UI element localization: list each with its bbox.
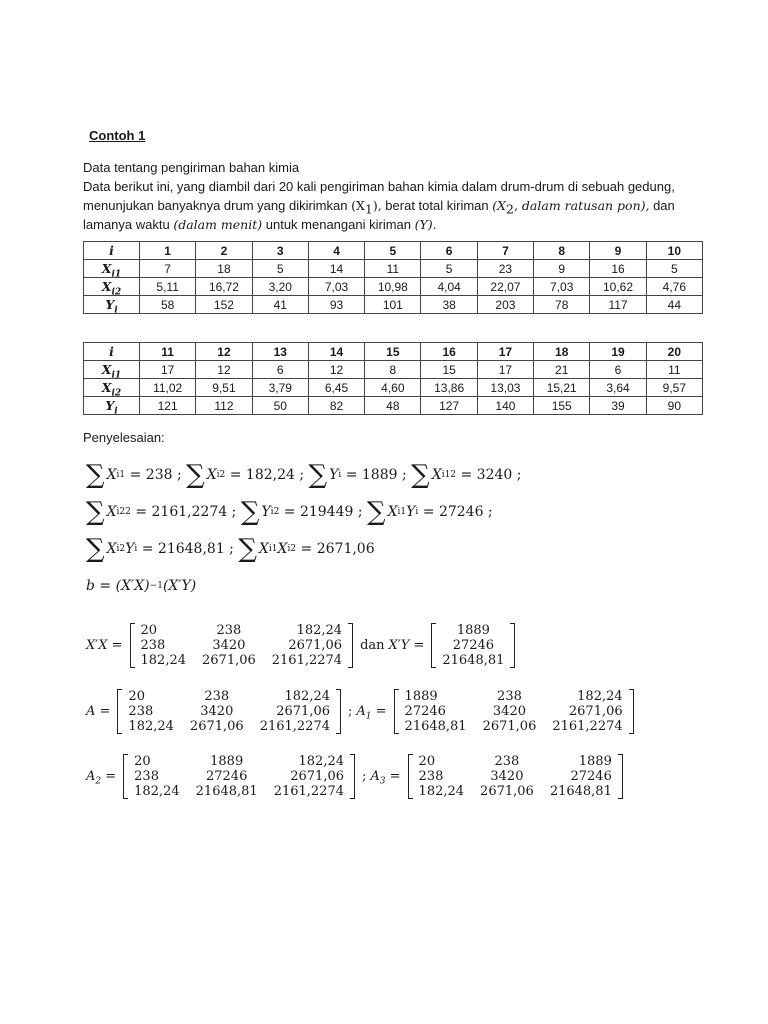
table-cell: 13,03 [477,379,533,397]
sigma-symbol: ∑ [86,497,105,527]
intro-line-1: Data tentang pengiriman bahan kimia [83,160,300,175]
sum-value: 3240 [476,467,513,483]
matrix-cell: 182,24 [298,754,344,769]
column-header: 12 [196,343,252,361]
matrix-cell: 238 [204,689,230,704]
column-header: 2 [196,242,252,260]
table-cell: 18 [196,260,252,278]
matrix-row [120,689,338,704]
matrix-row [434,638,512,653]
table-cell: 9,51 [196,379,252,397]
sigma-symbol: ∑ [367,497,386,527]
matrix-row [434,623,512,638]
matrix-cell: 238 [497,689,522,704]
row-label [84,379,140,397]
table-cell: 155 [534,397,590,415]
sigma-symbol: ∑ [238,534,257,564]
column-header: 15 [365,343,421,361]
column-header: 3 [252,242,308,260]
formula-rhs: (X′X) [115,578,150,594]
sum-value: 1889 [361,467,398,483]
matrix-row [133,653,351,668]
matrix-cell: 2161,2274 [552,719,623,734]
column-header: 16 [421,343,477,361]
matrix-cell: 238 [140,638,166,653]
matrix-cell: 20 [128,689,145,704]
table-cell: 127 [421,397,477,415]
table-cell: 82 [308,397,364,415]
matrix-cell: 21648,81 [195,784,258,799]
row-label-text: X [101,261,112,276]
table-cell: 101 [365,296,421,314]
table-cell: 7,03 [308,278,364,296]
matrix-cell: 3420 [200,704,234,719]
matrix-cell: 2671,06 [288,638,343,653]
matrix-label: X′X = [86,638,123,653]
matrix-cell: 3420 [492,704,526,719]
table-cell: 50 [252,397,308,415]
sigma-symbol: ∑ [240,497,260,527]
matrix-label: $A_1$ = [356,704,387,722]
matrix-grid [126,754,352,799]
row-label-text: Y [105,297,115,312]
matrix-cell: 20 [134,754,151,769]
row-label-sub: i1 [111,269,122,280]
matrix-cell: 182,24 [577,689,623,704]
table-cell: 11 [646,361,702,379]
matrix-row [126,754,352,769]
table-cell: 38 [421,296,477,314]
matrix-cell: 1889 [456,623,490,638]
matrix-row [133,638,351,653]
sum-equations-line-1: ∑ X i1 = 238 ; ∑ X i2 = 182,24 ; ∑ Y i = 1889 ; ∑ X i1 2 = 3240 ; [86,460,522,490]
column-header: 18 [534,343,590,361]
matrix-cell: 2671,06 [189,719,244,734]
math-sub: 2 [506,201,514,217]
connector-semicolon: ; [362,769,367,784]
row-label: i [84,343,140,361]
column-header: 13 [252,343,308,361]
formula-tail: (X′Y) [162,578,197,594]
intro-line-4 [83,215,437,234]
table-cell: 41 [252,296,308,314]
intro-line-3 [83,196,675,215]
matrix-cell: 182,24 [296,623,343,638]
table-cell: 9,57 [646,379,702,397]
xtx-equation [86,623,518,668]
matrix-cell: 2671,06 [276,704,330,719]
table-cell: 48 [365,397,421,415]
table-cell: 11,02 [140,379,196,397]
table-cell: 44 [646,296,702,314]
matrix-grid [434,623,512,668]
intro-text: menunjukan banyaknya drum yang dikirimkan [83,198,352,213]
table-cell: 117 [590,296,646,314]
matrix-cell: 1889 [404,689,438,704]
column-header: 7 [477,242,533,260]
table-cell: 90 [646,397,702,415]
column-header: 6 [421,242,477,260]
table-cell: 4,76 [646,278,702,296]
matrix-cell: 182,24 [134,784,180,799]
matrix-cell: 238 [494,754,520,769]
column-header: 1 [140,242,196,260]
table-cell: 8 [365,361,421,379]
table-cell: 21 [534,361,590,379]
matrix-cell: 238 [134,769,159,784]
matrix-cell: 2671,06 [482,719,537,734]
table-cell: 6 [252,361,308,379]
data-table-1 [83,241,703,314]
matrix-cell: 3420 [212,638,246,653]
matrix-label-sub: 3 [379,776,386,787]
table-cell: 10,98 [365,278,421,296]
row-label-sub: i2 [111,388,122,399]
row-label-text: X [101,380,112,395]
table-row [84,296,703,314]
matrix-row [397,719,631,734]
math-var: (X [492,198,507,213]
column-header: 20 [646,343,702,361]
matrix-cell: 2671,06 [568,704,623,719]
table-cell: 16 [590,260,646,278]
table-cell: 13,86 [421,379,477,397]
matrix-cell: 3420 [490,769,524,784]
table-cell: 23 [477,260,533,278]
column-header: 10 [646,242,702,260]
table-cell: 5 [646,260,702,278]
matrix-cell: 238 [216,623,242,638]
table-row [84,397,703,415]
matrix-cell: 2671,06 [480,784,534,799]
column-header: 14 [308,343,364,361]
table-cell: 7 [140,260,196,278]
table-cell: 12 [308,361,364,379]
matrix-cell: 182,24 [284,689,330,704]
table-cell: 17 [477,361,533,379]
math-var: (X [351,198,365,213]
row-label [84,278,140,296]
sum-value: 27246 [438,504,484,520]
sigma-symbol: ∑ [411,460,430,490]
table-cell: 17 [140,361,196,379]
table-cell: 39 [590,397,646,415]
table-row [84,361,703,379]
row-label: i [84,242,140,260]
intro-line-2: Data berikut ini, yang diambil dari 20 kali pengiriman bahan kimia dalam drum-drum di sebuah gedung, [83,179,675,194]
sum-value: 21648,81 [157,541,225,557]
table-row [84,278,703,296]
sum-value: 182,24 [245,467,295,483]
matrix-label: X′Y = [388,638,425,653]
row-label-text: Y [105,398,115,413]
matrix-label: A = [86,704,111,719]
column-header: 11 [140,343,196,361]
table-header-row [84,242,703,260]
matrix-label-text: A [356,704,366,719]
example-heading: Contoh 1 [89,128,146,143]
row-label [84,296,140,314]
data-table-2 [83,342,703,415]
table-cell: 15,21 [534,379,590,397]
table-cell: 16,72 [196,278,252,296]
table-cell: 4,60 [365,379,421,397]
table-cell: 152 [196,296,252,314]
matrix-row [411,754,620,769]
sum-value: 2671,06 [316,541,375,557]
table-cell: 6 [590,361,646,379]
matrix-row [126,769,352,784]
row-label-text: X [101,279,112,294]
row-label-sub: i [114,406,118,417]
sum-value: 238 [145,467,173,483]
sum-equations-line-3: ∑ X i2 Y i = 21648,81 ; ∑ X i1 X i2 = 2671,06 [86,534,375,564]
matrix-cell: 238 [418,769,444,784]
matrix-cell: 20 [418,754,436,769]
table-cell: 121 [140,397,196,415]
matrix-cell: 1889 [578,754,612,769]
matrix-a1 [394,689,634,734]
table-cell: 3,64 [590,379,646,397]
table-cell: 140 [477,397,533,415]
matrix-cell: 20 [140,623,158,638]
matrix-cell: 27246 [452,638,495,653]
matrix-row [120,719,338,734]
table-cell: 112 [196,397,252,415]
table-cell: 6,45 [308,379,364,397]
matrix-row [397,689,631,704]
table-row [84,379,703,397]
row-label [84,260,140,278]
column-header: 8 [534,242,590,260]
matrix-a [117,689,341,734]
row-label [84,361,140,379]
table-cell: 5 [421,260,477,278]
math-var: , dalam ratusan pon), [513,198,650,213]
matrix-cell: 182,24 [140,653,186,668]
matrix-cell: 21648,81 [442,653,505,668]
sigma-symbol: ∑ [86,534,105,564]
matrix-cell: 27246 [570,769,612,784]
table-cell: 5,11 [140,278,196,296]
table-body [84,260,703,314]
table-cell: 93 [308,296,364,314]
a2-a3-equation [86,754,626,799]
column-header: 5 [365,242,421,260]
math-var: (dalam menit) [173,217,263,232]
matrix-grid [411,754,620,799]
matrix-cell: 2161,2274 [271,653,343,668]
table-cell: 11 [365,260,421,278]
table-cell: 7,03 [534,278,590,296]
matrix-cell: 1889 [210,754,244,769]
matrix-row [434,653,512,668]
matrix-row [411,784,620,799]
matrix-a2 [123,754,355,799]
matrix-label: $A_3$ = [370,769,401,787]
matrix-cell: 21648,81 [549,784,612,799]
sum-equations-line-2: ∑ X i2 2 = 2161,2274 ; ∑ Y i 2 = 219449 ; ∑ X i1 Y i = 27246 ; [86,497,493,527]
math-var: (Y). [414,217,437,232]
table-cell: 10,62 [590,278,646,296]
sum-value: 2161,2274 [151,504,228,520]
matrix-cell: 238 [128,704,154,719]
matrix-a3 [408,754,623,799]
table-cell: 15 [421,361,477,379]
table-cell: 58 [140,296,196,314]
matrix-xtx [130,623,354,668]
row-label-sub: i [114,305,118,316]
matrix-cell: 2161,2274 [273,784,344,799]
intro-text: lamanya waktu [83,217,174,232]
b-formula: b = (X′X) −1 (X′Y) [86,578,197,594]
matrix-cell: 182,24 [128,719,174,734]
matrix-label-text: A [370,769,380,784]
matrix-row [126,784,352,799]
matrix-cell: 182,24 [418,784,465,799]
row-label-sub: i2 [111,287,122,298]
intro-text: berat total kiriman [381,198,493,213]
row-label [84,397,140,415]
intro-text: untuk menangani kiriman [262,217,415,232]
matrix-grid [133,623,351,668]
table-cell: 4,04 [421,278,477,296]
a-a1-equation [86,689,637,734]
matrix-cell: 27246 [404,704,446,719]
table-cell: 14 [308,260,364,278]
sum-value: 219449 [299,504,354,520]
table-cell: 22,07 [477,278,533,296]
solution-label: Penyelesaian: [83,430,165,445]
matrix-cell: 21648,81 [404,719,467,734]
table-cell: 9 [534,260,590,278]
matrix-row [411,769,620,784]
matrix-row [120,704,338,719]
table-cell: 78 [534,296,590,314]
table-cell: 5 [252,260,308,278]
table-row [84,260,703,278]
matrix-cell: 27246 [205,769,248,784]
matrix-cell: 2671,06 [202,653,256,668]
table-body [84,361,703,415]
column-header: 9 [590,242,646,260]
column-header: 17 [477,343,533,361]
row-label-sub: i1 [111,370,122,381]
matrix-cell: 2671,06 [290,769,344,784]
sigma-symbol: ∑ [308,460,328,490]
formula-lhs: b = [86,578,112,594]
matrix-grid [120,689,338,734]
intro-text: dan [649,198,675,213]
column-header: 19 [590,343,646,361]
table-cell: 203 [477,296,533,314]
math-sub: 1 [364,201,373,217]
connector-semicolon: ; [348,704,353,719]
matrix-xty [431,623,515,668]
sigma-symbol: ∑ [186,460,205,490]
sigma-symbol: ∑ [86,460,105,490]
row-label-text: X [101,362,112,377]
matrix-grid [397,689,631,734]
column-header: 4 [308,242,364,260]
matrix-label-text: A [86,769,96,784]
table-cell: 12 [196,361,252,379]
matrix-label: $A_2$ = [86,769,117,787]
matrix-row [397,704,631,719]
table-header-row [84,343,703,361]
math-var: ), [372,198,382,213]
table-cell: 3,20 [252,278,308,296]
table-cell: 3,79 [252,379,308,397]
matrix-label-sub: 1 [365,711,372,722]
matrix-cell: 2161,2274 [259,719,330,734]
matrix-label-sub: 2 [95,776,102,787]
connector-dan: dan [360,638,385,653]
matrix-row [133,623,351,638]
